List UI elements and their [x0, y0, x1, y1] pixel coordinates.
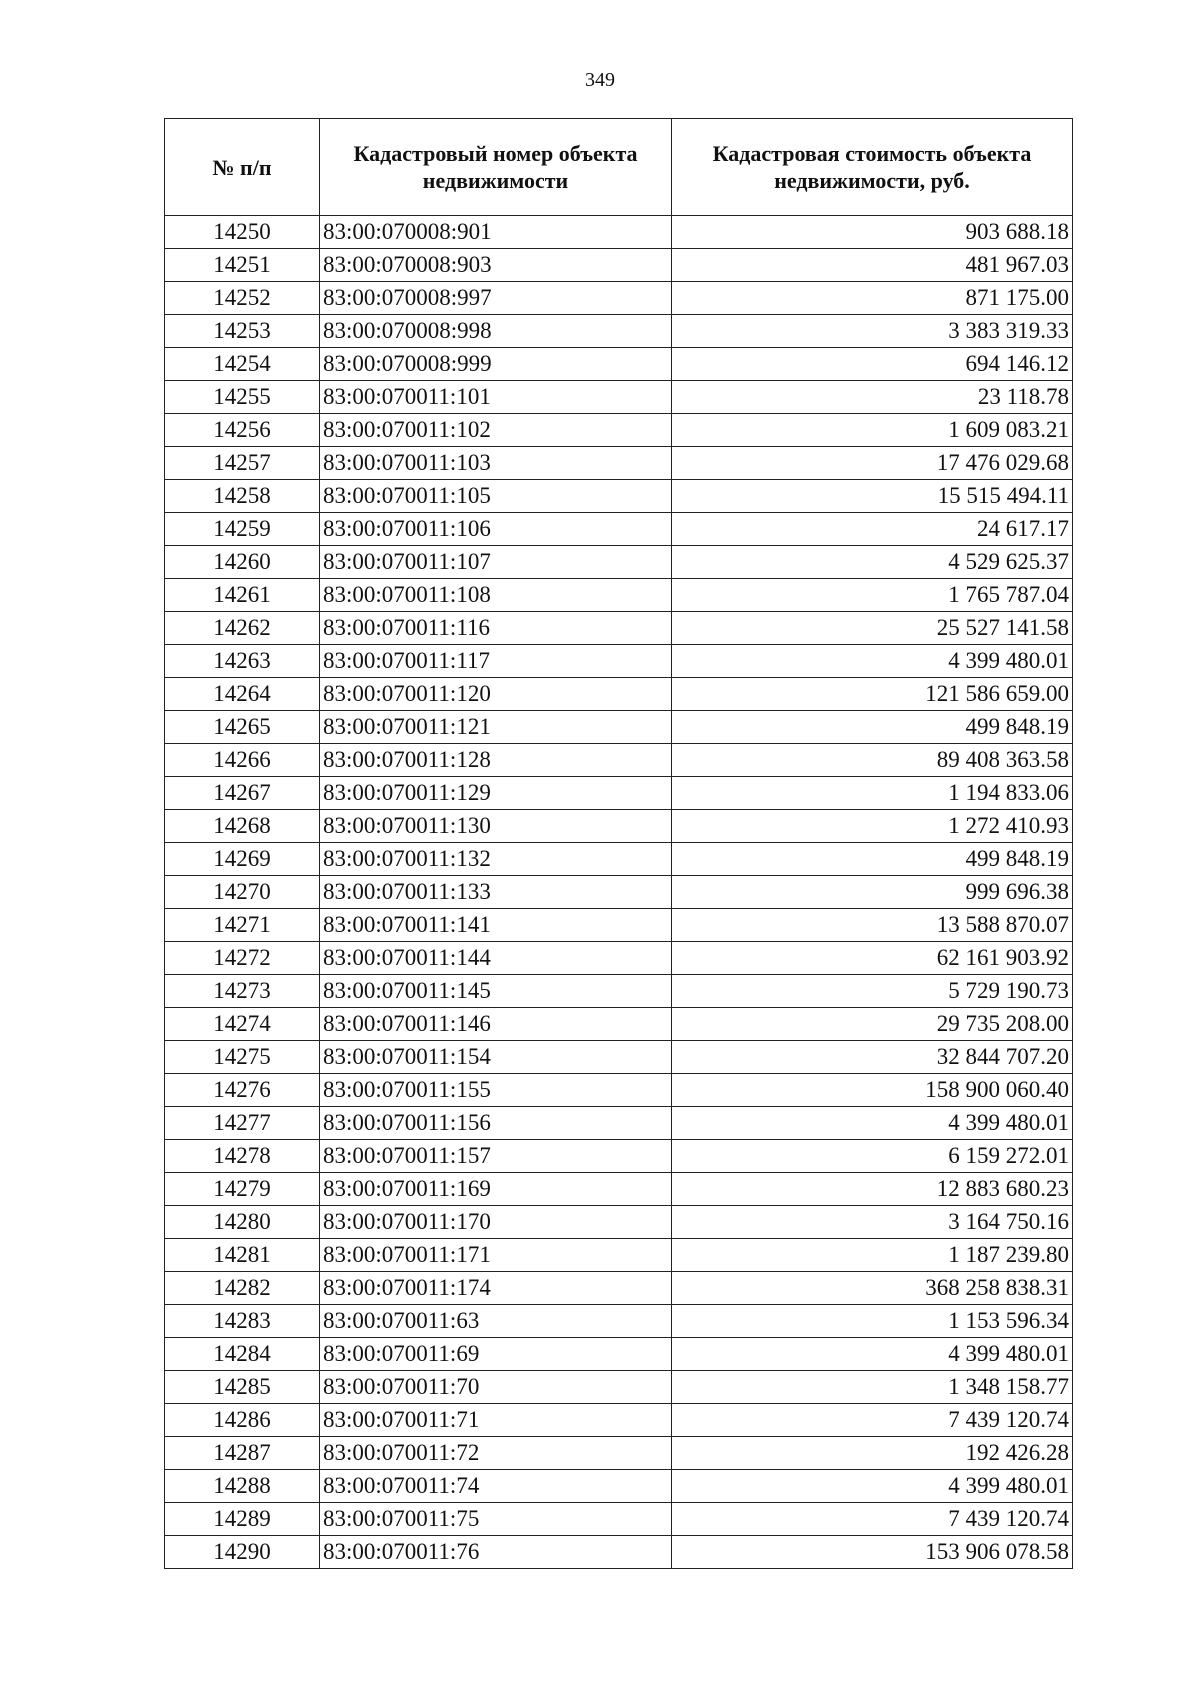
cadastral-value-cell: 4 399 480.01 [672, 1107, 1073, 1140]
table-row [165, 1470, 1073, 1503]
cadastral-number-cell: 83:00:070011:72 [320, 1437, 672, 1470]
table-row [165, 1404, 1073, 1437]
cadastral-number-cell: 83:00:070008:997 [320, 282, 672, 315]
cadastral-number-cell: 83:00:070011:106 [320, 513, 672, 546]
header-cadastral-number: Кадастровый номер объекта недвижимости [320, 119, 672, 216]
cadastral-value-cell: 1 765 787.04 [672, 579, 1073, 612]
cadastral-number-cell: 83:00:070011:174 [320, 1272, 672, 1305]
table-row [165, 1371, 1073, 1404]
row-index-cell: 14264 [165, 678, 320, 711]
row-index-cell: 14272 [165, 942, 320, 975]
row-index-cell: 14288 [165, 1470, 320, 1503]
cadastral-number-cell: 83:00:070011:156 [320, 1107, 672, 1140]
table-row [165, 843, 1073, 876]
row-index-cell: 14285 [165, 1371, 320, 1404]
cadastral-number-cell: 83:00:070008:901 [320, 216, 672, 249]
cadastral-number-cell: 83:00:070011:154 [320, 1041, 672, 1074]
row-index-cell: 14257 [165, 447, 320, 480]
cadastral-number-cell: 83:00:070008:903 [320, 249, 672, 282]
cadastral-number-cell: 83:00:070011:117 [320, 645, 672, 678]
row-index-cell: 14276 [165, 1074, 320, 1107]
page-number: 349 [585, 69, 615, 91]
table-row [165, 1239, 1073, 1272]
cadastral-number-cell: 83:00:070011:133 [320, 876, 672, 909]
table-row [165, 579, 1073, 612]
cadastral-number-cell: 83:00:070011:101 [320, 381, 672, 414]
cadastral-value-cell: 5 729 190.73 [672, 975, 1073, 1008]
cadastral-number-cell: 83:00:070011:69 [320, 1338, 672, 1371]
cadastral-value-cell: 4 399 480.01 [672, 1470, 1073, 1503]
cadastral-value-cell: 1 187 239.80 [672, 1239, 1073, 1272]
row-index-cell: 14252 [165, 282, 320, 315]
cadastral-value-cell: 1 609 083.21 [672, 414, 1073, 447]
table-row [165, 414, 1073, 447]
cadastral-value-cell: 29 735 208.00 [672, 1008, 1073, 1041]
table-row [165, 480, 1073, 513]
table-row [165, 447, 1073, 480]
table-row [165, 975, 1073, 1008]
table-row [165, 1074, 1073, 1107]
row-index-cell: 14259 [165, 513, 320, 546]
row-index-cell: 14289 [165, 1503, 320, 1536]
cadastral-value-cell: 1 153 596.34 [672, 1305, 1073, 1338]
table-row [165, 909, 1073, 942]
table-row [165, 1107, 1073, 1140]
table-row [165, 216, 1073, 249]
table-row [165, 1437, 1073, 1470]
row-index-cell: 14284 [165, 1338, 320, 1371]
cadastral-value-cell: 23 118.78 [672, 381, 1073, 414]
cadastral-value-cell: 13 588 870.07 [672, 909, 1073, 942]
cadastral-value-cell: 3 383 319.33 [672, 315, 1073, 348]
cadastral-number-cell: 83:00:070011:145 [320, 975, 672, 1008]
row-index-cell: 14260 [165, 546, 320, 579]
row-index-cell: 14251 [165, 249, 320, 282]
table-row [165, 876, 1073, 909]
table-row [165, 744, 1073, 777]
row-index-cell: 14254 [165, 348, 320, 381]
cadastral-number-cell: 83:00:070011:71 [320, 1404, 672, 1437]
cadastral-value-cell: 1 194 833.06 [672, 777, 1073, 810]
cadastral-value-cell: 17 476 029.68 [672, 447, 1073, 480]
row-index-cell: 14267 [165, 777, 320, 810]
cadastral-value-cell: 999 696.38 [672, 876, 1073, 909]
row-index-cell: 14268 [165, 810, 320, 843]
cadastral-number-cell: 83:00:070011:155 [320, 1074, 672, 1107]
cadastral-number-cell: 83:00:070011:130 [320, 810, 672, 843]
row-index-cell: 14270 [165, 876, 320, 909]
cadastral-number-cell: 83:00:070011:128 [320, 744, 672, 777]
header-cadastral-value: Кадастровая стоимость объекта недвижимости, руб. [672, 119, 1073, 216]
table-row [165, 282, 1073, 315]
cadastral-number-cell: 83:00:070011:169 [320, 1173, 672, 1206]
table-row [165, 513, 1073, 546]
row-index-cell: 14250 [165, 216, 320, 249]
cadastral-value-cell: 7 439 120.74 [672, 1503, 1073, 1536]
row-index-cell: 14265 [165, 711, 320, 744]
cadastral-number-cell: 83:00:070008:999 [320, 348, 672, 381]
cadastral-number-cell: 83:00:070011:63 [320, 1305, 672, 1338]
row-index-cell: 14273 [165, 975, 320, 1008]
row-index-cell: 14266 [165, 744, 320, 777]
cadastral-value-cell: 694 146.12 [672, 348, 1073, 381]
table-row [165, 678, 1073, 711]
cadastral-value-cell: 32 844 707.20 [672, 1041, 1073, 1074]
cadastral-number-cell: 83:00:070008:998 [320, 315, 672, 348]
cadastral-table-container [164, 118, 1072, 1569]
cadastral-value-cell: 3 164 750.16 [672, 1206, 1073, 1239]
cadastral-number-cell: 83:00:070011:76 [320, 1536, 672, 1569]
row-index-cell: 14256 [165, 414, 320, 447]
cadastral-value-cell: 4 529 625.37 [672, 546, 1073, 579]
cadastral-value-cell: 25 527 141.58 [672, 612, 1073, 645]
cadastral-value-cell: 499 848.19 [672, 711, 1073, 744]
table-body [165, 216, 1073, 1569]
cadastral-number-cell: 83:00:070011:132 [320, 843, 672, 876]
cadastral-number-cell: 83:00:070011:74 [320, 1470, 672, 1503]
row-index-cell: 14263 [165, 645, 320, 678]
row-index-cell: 14278 [165, 1140, 320, 1173]
cadastral-number-cell: 83:00:070011:116 [320, 612, 672, 645]
table-row [165, 1272, 1073, 1305]
table-header-row [165, 119, 1073, 216]
row-index-cell: 14279 [165, 1173, 320, 1206]
table-row [165, 612, 1073, 645]
row-index-cell: 14280 [165, 1206, 320, 1239]
table-row [165, 1173, 1073, 1206]
row-index-cell: 14269 [165, 843, 320, 876]
cadastral-number-cell: 83:00:070011:120 [320, 678, 672, 711]
cadastral-value-cell: 15 515 494.11 [672, 480, 1073, 513]
cadastral-value-cell: 89 408 363.58 [672, 744, 1073, 777]
row-index-cell: 14274 [165, 1008, 320, 1041]
cadastral-value-cell: 24 617.17 [672, 513, 1073, 546]
table-row [165, 1041, 1073, 1074]
cadastral-value-cell: 1 348 158.77 [672, 1371, 1073, 1404]
table-row [165, 1503, 1073, 1536]
cadastral-value-cell: 12 883 680.23 [672, 1173, 1073, 1206]
cadastral-number-cell: 83:00:070011:144 [320, 942, 672, 975]
row-index-cell: 14255 [165, 381, 320, 414]
table-row [165, 1536, 1073, 1569]
cadastral-value-cell: 368 258 838.31 [672, 1272, 1073, 1305]
table-row [165, 249, 1073, 282]
cadastral-number-cell: 83:00:070011:146 [320, 1008, 672, 1041]
cadastral-number-cell: 83:00:070011:103 [320, 447, 672, 480]
cadastral-value-cell: 121 586 659.00 [672, 678, 1073, 711]
cadastral-number-cell: 83:00:070011:105 [320, 480, 672, 513]
row-index-cell: 14283 [165, 1305, 320, 1338]
cadastral-value-cell: 499 848.19 [672, 843, 1073, 876]
table-row [165, 546, 1073, 579]
cadastral-value-cell: 1 272 410.93 [672, 810, 1073, 843]
table-row [165, 711, 1073, 744]
header-index: № п/п [165, 119, 320, 216]
cadastral-value-cell: 481 967.03 [672, 249, 1073, 282]
table-row [165, 1140, 1073, 1173]
table-row [165, 1206, 1073, 1239]
cadastral-value-cell: 4 399 480.01 [672, 645, 1073, 678]
cadastral-number-cell: 83:00:070011:107 [320, 546, 672, 579]
row-index-cell: 14253 [165, 315, 320, 348]
table-row [165, 381, 1073, 414]
cadastral-number-cell: 83:00:070011:121 [320, 711, 672, 744]
table-row [165, 1008, 1073, 1041]
cadastral-value-cell: 903 688.18 [672, 216, 1073, 249]
cadastral-value-cell: 4 399 480.01 [672, 1338, 1073, 1371]
cadastral-number-cell: 83:00:070011:75 [320, 1503, 672, 1536]
cadastral-number-cell: 83:00:070011:171 [320, 1239, 672, 1272]
cadastral-number-cell: 83:00:070011:108 [320, 579, 672, 612]
row-index-cell: 14290 [165, 1536, 320, 1569]
cadastral-value-cell: 871 175.00 [672, 282, 1073, 315]
table-row [165, 1305, 1073, 1338]
cadastral-value-cell: 6 159 272.01 [672, 1140, 1073, 1173]
cadastral-table [164, 118, 1073, 1569]
row-index-cell: 14286 [165, 1404, 320, 1437]
row-index-cell: 14287 [165, 1437, 320, 1470]
cadastral-number-cell: 83:00:070011:129 [320, 777, 672, 810]
cadastral-value-cell: 158 900 060.40 [672, 1074, 1073, 1107]
row-index-cell: 14262 [165, 612, 320, 645]
table-row [165, 645, 1073, 678]
row-index-cell: 14282 [165, 1272, 320, 1305]
row-index-cell: 14281 [165, 1239, 320, 1272]
cadastral-number-cell: 83:00:070011:141 [320, 909, 672, 942]
row-index-cell: 14275 [165, 1041, 320, 1074]
cadastral-number-cell: 83:00:070011:157 [320, 1140, 672, 1173]
table-row [165, 810, 1073, 843]
table-row [165, 777, 1073, 810]
row-index-cell: 14271 [165, 909, 320, 942]
table-row [165, 315, 1073, 348]
cadastral-value-cell: 192 426.28 [672, 1437, 1073, 1470]
row-index-cell: 14258 [165, 480, 320, 513]
row-index-cell: 14277 [165, 1107, 320, 1140]
cadastral-number-cell: 83:00:070011:70 [320, 1371, 672, 1404]
table-row [165, 348, 1073, 381]
row-index-cell: 14261 [165, 579, 320, 612]
table-row [165, 942, 1073, 975]
cadastral-value-cell: 153 906 078.58 [672, 1536, 1073, 1569]
table-row [165, 1338, 1073, 1371]
cadastral-number-cell: 83:00:070011:170 [320, 1206, 672, 1239]
cadastral-value-cell: 7 439 120.74 [672, 1404, 1073, 1437]
cadastral-number-cell: 83:00:070011:102 [320, 414, 672, 447]
cadastral-value-cell: 62 161 903.92 [672, 942, 1073, 975]
